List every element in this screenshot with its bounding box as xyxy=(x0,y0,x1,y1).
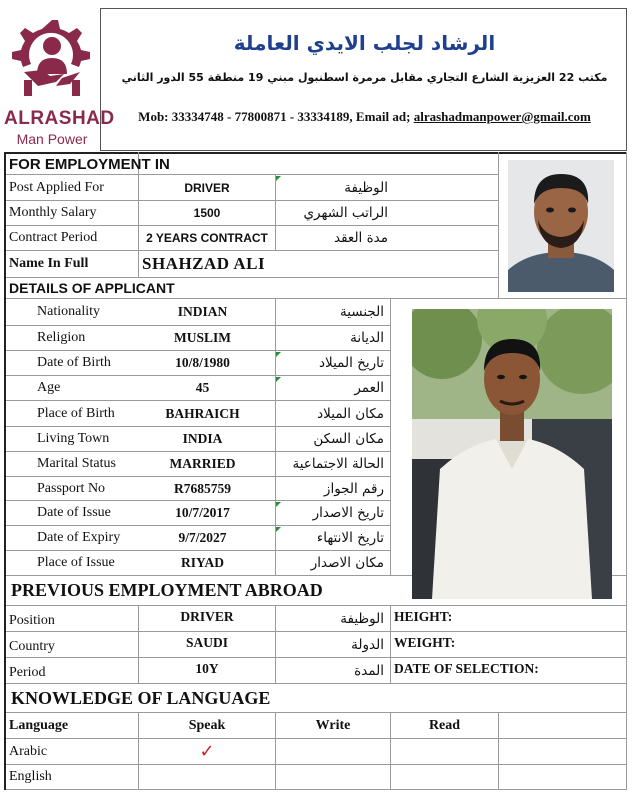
age-value: 45 xyxy=(195,380,210,395)
contact-email-link[interactable]: alrashadmanpower@gmail.com xyxy=(413,109,591,124)
passport-no-ar: رقم الجواز xyxy=(323,480,384,497)
religion-ar: الديانة xyxy=(350,330,384,346)
logo-gear-icon xyxy=(4,10,100,106)
monthly-salary-label: Monthly Salary xyxy=(9,205,97,220)
dob-label: Date of Birth xyxy=(37,355,111,370)
prev-country-value: SAUDI xyxy=(185,635,228,650)
language-col-header: Language xyxy=(9,717,69,733)
prev-period-ar: المدة xyxy=(354,662,384,679)
marital-status-label: Marital Status xyxy=(37,456,116,471)
date-of-expiry-label: Date of Expiry xyxy=(37,530,121,545)
applicant-passport-photo xyxy=(508,160,614,292)
monthly-salary-ar: الراتب الشهري xyxy=(303,205,388,221)
living-town-label: Living Town xyxy=(37,431,110,446)
logo-tagline: Man Power xyxy=(16,131,88,147)
place-of-issue-label: Place of Issue xyxy=(37,555,115,570)
company-logo xyxy=(4,8,115,150)
marital-status-value: MARRIED xyxy=(169,456,236,471)
prev-period-value: 10Y xyxy=(195,661,219,676)
date-of-expiry-ar: تاريخ الانتهاء xyxy=(316,530,384,546)
company-name-arabic: الرشاد لجلب الايدي العاملة xyxy=(233,31,496,55)
place-of-birth-label: Place of Birth xyxy=(37,405,115,421)
place-of-issue-ar: مكان الاصدار xyxy=(310,555,384,571)
dob-value: 10/8/1980 xyxy=(175,355,230,370)
place-of-birth-ar: مكان الميلاد xyxy=(317,405,384,422)
age-label: Age xyxy=(37,380,61,395)
date-of-expiry-value: 9/7/2027 xyxy=(178,530,227,545)
company-address-arabic: مكتب 22 العزيزية الشارع التجاري مقابل مرمرة اسطنبول مبني 19 منطقة 55 الدور الثاني xyxy=(121,71,608,84)
prev-period-label: Period xyxy=(9,665,46,680)
logo-brand-text: ALRASHAD xyxy=(4,108,115,129)
contract-period-label: Contract Period xyxy=(9,230,98,245)
employment-section-title: FOR EMPLOYMENT IN xyxy=(9,155,170,173)
details-section-title: DETAILS OF APPLICANT xyxy=(9,280,175,296)
age-ar: العمر xyxy=(354,380,384,396)
date-of-issue-ar: تاريخ الاصدار xyxy=(312,505,384,521)
contact-phones: Mob: 33334748 - 77800871 - 33334189, Email ad; xyxy=(138,109,414,124)
height-label: HEIGHT: xyxy=(394,609,453,624)
nationality-value: INDIAN xyxy=(177,304,228,319)
religion-value: MUSLIM xyxy=(174,330,231,345)
monthly-salary-value: 1500 xyxy=(193,206,221,220)
contract-period-value: 2 YEARS CONTRACT xyxy=(146,231,268,245)
prev-position-label: Position xyxy=(9,613,55,628)
passport-no-label: Passport No xyxy=(37,480,106,496)
religion-label: Religion xyxy=(37,330,86,345)
nationality-label: Nationality xyxy=(37,304,100,319)
living-town-value: INDIA xyxy=(182,431,223,446)
date-of-issue-label: Date of Issue xyxy=(37,505,111,520)
language-arabic-label: Arabic xyxy=(9,743,48,759)
date-of-issue-value: 10/7/2017 xyxy=(175,505,230,520)
name-in-full-value: SHAHZAD ALI xyxy=(142,254,266,273)
applicant-full-photo xyxy=(412,309,612,599)
post-applied-ar: الوظيفة xyxy=(344,179,388,196)
nationality-ar: الجنسية xyxy=(339,304,384,320)
arabic-speak-check-icon: ✓ xyxy=(199,741,215,762)
marital-status-ar: الحالة الاجتماعية xyxy=(292,456,384,472)
write-col-header: Write xyxy=(315,717,351,733)
prev-position-value: DRIVER xyxy=(180,609,234,624)
dob-ar: تاريخ الميلاد xyxy=(319,355,384,371)
speak-col-header: Speak xyxy=(188,717,226,733)
weight-label: WEIGHT: xyxy=(394,635,456,650)
header-box xyxy=(100,8,627,151)
prev-country-ar: الدولة xyxy=(351,636,384,653)
language-english-label: English xyxy=(9,769,52,784)
read-col-header: Read xyxy=(428,717,461,733)
date-of-selection-label: DATE OF SELECTION: xyxy=(394,661,539,676)
english-speak-cell xyxy=(139,765,275,789)
prev-position-ar: الوظيفة xyxy=(340,610,384,627)
company-contact xyxy=(101,109,628,125)
passport-no-value: R7685759 xyxy=(174,480,231,496)
previous-employment-title: PREVIOUS EMPLOYMENT ABROAD xyxy=(11,580,323,600)
contract-period-ar: مدة العقد xyxy=(334,230,388,246)
place-of-birth-value: BAHRAICH xyxy=(165,405,240,421)
living-town-ar: مكان السكن xyxy=(313,431,384,447)
post-applied-label: Post Applied For xyxy=(9,179,104,195)
language-section-title: KNOWLEDGE OF LANGUAGE xyxy=(11,687,271,708)
post-applied-value: DRIVER xyxy=(184,180,230,195)
prev-country-label: Country xyxy=(9,639,55,654)
place-of-issue-value: RIYAD xyxy=(180,555,224,570)
name-in-full-label: Name In Full xyxy=(9,256,89,271)
